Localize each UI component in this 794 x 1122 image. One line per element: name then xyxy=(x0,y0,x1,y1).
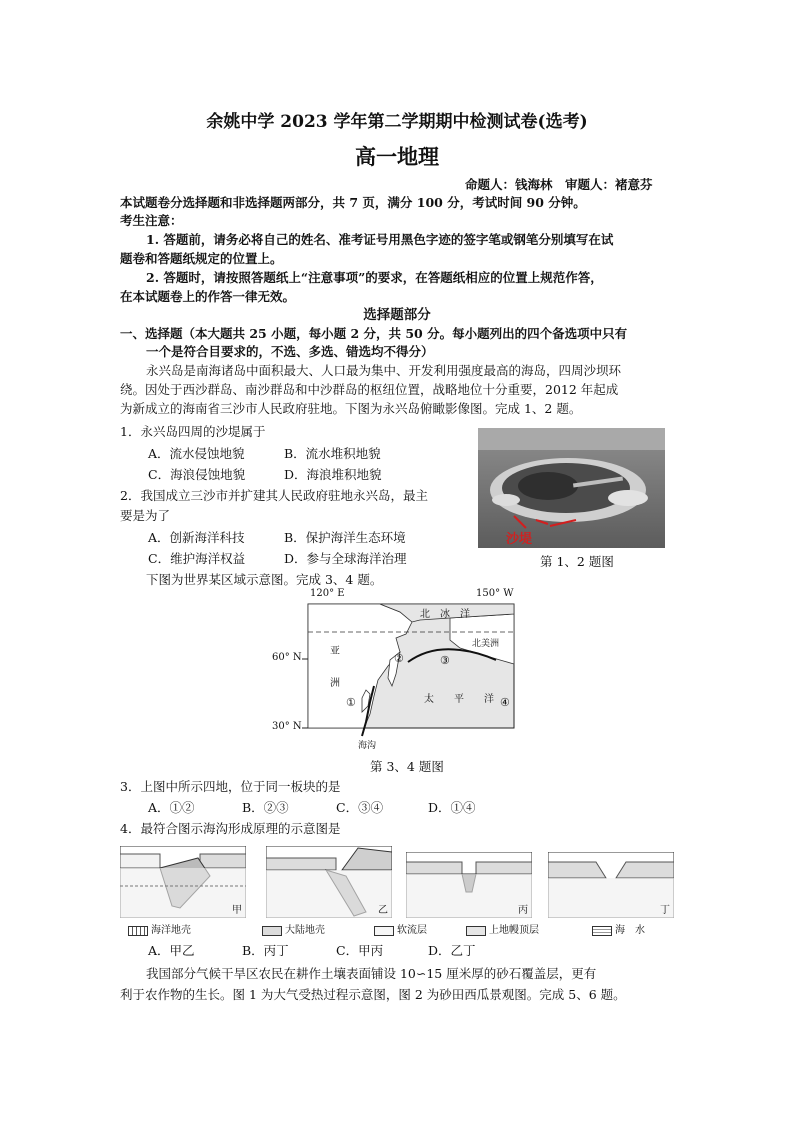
diagram-yi xyxy=(266,846,392,918)
map-asia-label-2: 洲 xyxy=(330,678,340,689)
notice-item-2-line-1: 2. 答题时，请按照答题纸上“注意事项”的要求，在答题纸相应的位置上规范作答， xyxy=(146,270,603,285)
map-lon-150w: 150° W xyxy=(476,588,514,599)
map-lat-60n: 60° N xyxy=(272,652,302,663)
legend-seawater-label: 海 水 xyxy=(615,925,645,936)
question-4-option-a: A．甲乙 xyxy=(148,943,195,958)
map-lon-120e: 120° E xyxy=(310,588,345,599)
map-north-america-label: 北美洲 xyxy=(472,639,500,649)
subject-title: 高一地理 xyxy=(355,145,439,169)
question-4-option-d: D．乙丁 xyxy=(428,943,476,958)
passage-2: 下图为世界某区域示意图。完成 3、4 题。 xyxy=(146,572,383,587)
question-2-option-a: A．创新海洋科技 xyxy=(148,530,245,545)
question-3-option-b: B．②③ xyxy=(242,800,289,815)
legend-continental-crust xyxy=(262,921,325,936)
legend-oceanic-crust xyxy=(128,921,191,936)
question-1-option-d: D．海浪堆积地貌 xyxy=(284,467,382,482)
map-arctic-ocean-label: 北 冰 洋 xyxy=(420,609,470,620)
passage-1-line-3: 为新成立的海南省三沙市人民政府驻地。下图为永兴岛俯瞰影像图。完成 1、2 题。 xyxy=(120,401,582,416)
question-4-stem: 4．最符合图示海沟形成原理的示意图是 xyxy=(120,821,341,836)
question-2-stem-line-1: 2．我国成立三沙市并扩建其人民政府驻地永兴岛，最主 xyxy=(120,488,428,503)
map-asia-label-1: 亚 xyxy=(330,646,340,657)
map-caption: 第 3、4 题图 xyxy=(370,759,444,774)
legend-seawater xyxy=(592,921,645,936)
question-1-option-c: C．海浪侵蚀地貌 xyxy=(148,467,246,482)
photo-caption: 第 1、2 题图 xyxy=(540,554,614,569)
legend-upper-mantle-label: 上地幔顶层 xyxy=(489,925,539,936)
question-2-option-c: C．维护海洋权益 xyxy=(148,551,246,566)
question-3-option-c: C．③④ xyxy=(336,800,384,815)
question-4-option-b: B．丙丁 xyxy=(242,943,289,958)
region-map xyxy=(272,588,517,751)
map-marker-2: ② xyxy=(394,652,404,665)
notice-item-1-line-2: 题卷和答题纸规定的位置上。 xyxy=(120,251,283,266)
legend-oceanic-crust-label: 海洋地壳 xyxy=(151,925,191,936)
question-2-stem-line-2: 要是为了 xyxy=(120,508,171,523)
diagram-ding-label: 丁 xyxy=(660,905,670,916)
authors: 命题人：钱海林 审题人：褚意芬 xyxy=(465,177,653,192)
passage-1-line-1: 永兴岛是南海诸岛中面积最大、人口最为集中、开发利用强度最高的海岛，四周沙坝环 xyxy=(146,363,622,378)
legend-asthenosphere xyxy=(374,921,427,936)
map-marker-3: ③ xyxy=(440,654,450,667)
question-1-stem: 1．永兴岛四周的沙堤属于 xyxy=(120,424,266,439)
question-2-option-b: B．保护海洋生态环境 xyxy=(284,530,406,545)
section-title: 选择题部分 xyxy=(363,307,431,323)
diagram-bing-label: 丙 xyxy=(518,905,528,916)
question-1-option-b: B．流水堆积地貌 xyxy=(284,446,381,461)
notice-heading: 考生注意： xyxy=(120,213,183,228)
question-3-option-a: A．①② xyxy=(148,800,195,815)
section-instructions-line-1: 一、选择题（本大题共 25 小题，每小题 2 分，共 50 分。每小题列出的四个备选项中只有 xyxy=(120,326,628,341)
island-aerial-photo xyxy=(478,428,665,548)
question-4-option-c: C．甲丙 xyxy=(336,943,384,958)
section-instructions-line-2: 一个是符合目要求的，不选、多选、错选均不得分） xyxy=(146,344,434,359)
legend-upper-mantle xyxy=(466,921,539,936)
diagram-bing xyxy=(406,852,532,918)
legend-continental-crust-label: 大陆地壳 xyxy=(285,925,325,936)
notice-item-2-line-2: 在本试题卷上的作答一律无效。 xyxy=(120,289,296,304)
exam-intro: 本试题卷分选择题和非选择题两部分，共 7 页，满分 100 分，考试时间 90 分钟。 xyxy=(120,195,586,210)
map-marker-4: ④ xyxy=(500,696,510,709)
diagram-jia-label: 甲 xyxy=(232,905,242,916)
question-2-option-d: D．参与全球海洋治理 xyxy=(284,551,407,566)
sand-bar-label: 沙堤 xyxy=(506,532,533,547)
question-3-option-d: D．①④ xyxy=(428,800,476,815)
map-lat-30n: 30° N xyxy=(272,721,302,732)
passage-3-line-2: 利于农作物的生长。图 1 为大气受热过程示意图，图 2 为砂田西瓜景观图。完成 5、6 题。 xyxy=(120,987,626,1002)
diagram-yi-label: 乙 xyxy=(378,905,388,916)
notice-item-1-line-1: 1. 答题前，请务必将自己的姓名、准考证号用黑色字迹的签字笔或钢笔分别填写在试 xyxy=(146,232,614,247)
exam-title: 余姚中学 2023 学年第二学期期中检测试卷(选考) xyxy=(206,112,588,132)
diagram-jia xyxy=(120,846,246,918)
map-marker-1: ① xyxy=(346,696,356,709)
map-pacific-label: 太 平 洋 xyxy=(424,694,494,705)
question-1-option-a: A．流水侵蚀地貌 xyxy=(148,446,245,461)
diagram-ding xyxy=(548,852,674,918)
map-trench-label: 海沟 xyxy=(358,741,377,751)
question-3-stem: 3．上图中所示四地，位于同一板块的是 xyxy=(120,779,341,794)
passage-1-line-2: 绕。因处于西沙群岛、南沙群岛和中沙群岛的枢纽位置，战略地位十分重要，2012 年起成 xyxy=(120,382,619,397)
legend-asthenosphere-label: 软流层 xyxy=(397,925,427,936)
passage-3-line-1: 我国部分气候干旱区农民在耕作土壤表面铺设 10∽15 厘米厚的砂石覆盖层，更有 xyxy=(146,966,597,981)
